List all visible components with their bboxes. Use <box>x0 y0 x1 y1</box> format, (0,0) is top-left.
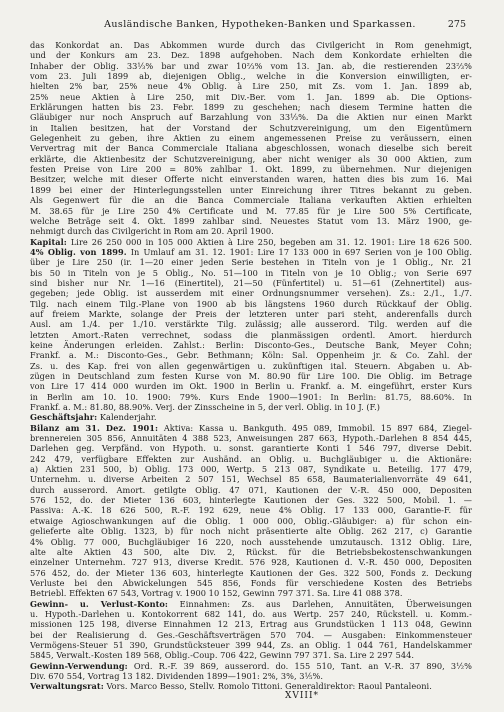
text-line <box>30 185 472 195</box>
line-text: 576 152, do. der Mieter 136 603, hinterlegte Kautionen der Ges. 322 500, Mobil. 1. — <box>30 495 472 506</box>
line-text: brennereien 305 856, Annuitäten 4 388 523, Anweisungen 287 663, Hypoth.-Darlehen 8 854 445, <box>30 433 472 444</box>
line-text: über je Lire 250 (ir. 1—20 einer jeden Serie bestehen in Titeln von je 1 Oblig., Nr. 21 <box>30 257 472 268</box>
line-text: In Umlauf am 31. 12. 1901: Lire 17 133 000 in 697 Serien von je 100 Oblig. <box>130 246 472 257</box>
line-text: hielten 2% bar, 25% neue 4% Oblig. à Lire 250, mit Zs. vom 1. Jan. 1899 ab, <box>30 81 472 92</box>
running-title: Ausländische Banken, Hypotheken-Banken und Sparkassen. <box>104 19 416 30</box>
line-text: und der Konkurs am 23. Dez. 1898 aufgehoben. Nach dem Konkordate erhielten die <box>30 50 472 61</box>
text-line <box>30 474 472 484</box>
text-line <box>30 619 472 629</box>
line-text: bis 50 in Titeln von je 5 Oblig., No. 51—100 in Titeln von je 10 Oblig.; von Serie 697 <box>30 267 472 278</box>
text-line <box>30 288 472 298</box>
line-text: Lire 26 250 000 in 105 000 Aktien à Lire 250, begeben am 31. 12. 1901: Lire 18 626 500. <box>70 236 472 247</box>
running-header <box>60 18 466 32</box>
text-line <box>30 568 472 578</box>
line-text: in Italien besitzen, hat der Vorstand der Schutzvereinigung, um den Eigentümern <box>30 122 472 133</box>
text-line <box>30 516 472 526</box>
text-line <box>30 640 472 650</box>
text-line <box>30 650 472 660</box>
line-text: Erklärungen hatten bis 23. Febr. 1899 zu geschehen; nach diesem Termine hatten die <box>30 102 472 113</box>
text-line <box>30 340 472 350</box>
page-footer <box>0 683 504 702</box>
line-text: einzelner Unternehm. 727 913, diverse Kredit. 576 928, Kautionen d. V.-R. 450 000, Depositen <box>30 557 472 568</box>
line-text: sind bisher nur Nr. 1—16 (Einertitel), 21—50 (Fünfertitel) u. 51—61 (Zehnertitel) aus- <box>30 277 472 288</box>
text-line <box>30 609 472 619</box>
line-text: Vors. Marco Besso, Stellv. Romolo Tittoni. Generaldirektor: Raoul Pantaleoni. <box>106 681 432 692</box>
line-text: Ververtrag mit der Banca Commerciale Italiana abgeschlossen, wonach dieselbe sich bereit <box>30 143 472 154</box>
text-line <box>30 557 472 567</box>
text-line <box>30 71 472 81</box>
line-text: Vermögens-Steuer 51 390, Grundstücksteuer 399 944, Zs. an Oblig. 1 044 761, Handelskammer <box>30 639 472 650</box>
line-text: Betriebl. Effekten 67 543, Vortrag v. 1900 10 152, Gewinn 797 371. Sa. Lire 41 088 378. <box>30 588 403 599</box>
line-text: erklärte, die Aktienbesitz der Schutzvereinigung, aber nicht weniger als 30 000 Aktien, zum <box>30 153 472 164</box>
text-line <box>30 485 472 495</box>
line-text: 25% neue Aktien à Lire 250, mit Div.-Ber. vom 1. Jan. 1899 ab. Die Options- <box>30 91 472 102</box>
line-text: Inhaber der Oblig. 33⅓% bar und zwar 10⅔% vom 13. Jan. ab, die restierenden 23⅔% <box>30 60 472 71</box>
line-text: vom 23. Juli 1899 ab, diejenigen Oblig., welche in die Konversion einwilligten, er- <box>30 71 472 82</box>
section-heading: Gewinn- u. Verlust-Konto: <box>30 598 169 609</box>
line-text: Zs. u. des Kap. frei von allen gegenwärtigen u. zukünftigen ital. Steuern. Abgaben u. Ab- <box>30 360 472 371</box>
text-line <box>30 443 472 453</box>
text-line <box>30 154 472 164</box>
text-line <box>30 578 472 588</box>
line-text: Passiva: A.-K. 18 626 500, R.-F. 192 629, neue 4% Oblig. 17 133 000, Garantie-F. für <box>30 505 472 516</box>
line-text: Div. 670 554, Vortrag 13 182. Dividenden 1899—1901: 2%, 3%, 3⅕%. <box>30 670 323 681</box>
text-line <box>30 299 472 309</box>
text-line <box>30 102 472 112</box>
signature-mark: XVIII* <box>284 691 320 701</box>
line-text: u. Hypoth.-Darlehen u. Kontokorrent 682 141, do. aus Wertp. 257 240, Rückstell. u. Komm.- <box>30 608 472 619</box>
body-text <box>30 40 472 692</box>
line-text: durch ausserord. Amort. getilgte Oblig. 47 071, Kautionen der V.-R. 450 000, Depositen <box>30 484 472 495</box>
line-text: Gelegenheit zu geben, ihre Aktien zu einem angemessenen Preise zu veräussern, einen <box>30 133 472 144</box>
line-text: festen Preise von Lire 200 = 80% zahlbar 1. Okt. 1899, zu übernehmen. Nur diejenigen <box>30 164 472 175</box>
page-number: 275 <box>447 19 466 30</box>
text-line <box>30 309 472 319</box>
text-line <box>30 495 472 505</box>
text-line <box>30 599 472 609</box>
text-line <box>30 547 472 557</box>
text-line <box>30 257 472 267</box>
text-line <box>30 350 472 360</box>
text-line <box>30 588 472 598</box>
line-text: M. 38.65 für je Lire 250 4% Certificate und M. 77.85 für je Lire 500 5% Certificate, <box>30 205 472 216</box>
text-line <box>30 143 472 153</box>
text-line <box>30 412 472 422</box>
line-text: Einnahmen: Zs. aus Darlehen, Annuitäten, Überweisungen <box>179 598 472 609</box>
text-line <box>30 61 472 71</box>
line-text: von Lire 17 414 000 wurden im Okt. 1900 in Berlin u. Frankf. a. M. eingeführt, erster Kurs <box>30 381 472 392</box>
text-line <box>30 361 472 371</box>
section-heading: 4% Oblig. von 1899. <box>30 246 127 257</box>
section-heading: Verwaltungsrat: <box>30 681 104 692</box>
line-text: Darlehen geg. Verpfänd. von Hypoth. u. sonst. garantierte Konti 1 546 797, diverse Debit. <box>30 443 472 454</box>
text-line <box>30 330 472 340</box>
line-text: Tilg. nach einem Tilg.-Plane von 1900 ab bis längstens 1960 durch Rückkauf der Oblig. <box>30 298 472 309</box>
text-line <box>30 237 472 247</box>
line-text: Besitzer, welche mit dieser Offerte nicht einverstanden waren, hatten dies bis zum 16. Mai <box>30 174 472 185</box>
text-line <box>30 40 472 50</box>
text-line <box>30 92 472 102</box>
line-text: Frankf. a. M.: Disconto-Ges., Gebr. Bethmann; Köln: Sal. Oppenheim jr. & Co. Zahl. der <box>30 350 472 361</box>
text-line <box>30 206 472 216</box>
text-line <box>30 174 472 184</box>
text-line <box>30 195 472 205</box>
line-text: auf freiem Markte, solange der Preis der letzteren unter pari steht, anderenfalls durch <box>30 308 472 319</box>
line-text: alte alte Aktien 43 500, alte Div. 2, Rückst. für die Betriebsbekostenschwankungen <box>30 546 472 557</box>
text-line <box>30 505 472 515</box>
line-text: etwaige Agioschwankungen auf die Oblig. 1 000 000, Oblig.-Gläubiger: a) für schon ein- <box>30 515 472 526</box>
section-heading: Bilanz am 31. Dez. 1901: <box>30 422 159 433</box>
line-text: keine Änderungen erleiden. Zahlst.: Berlin: Disconto-Ges., Deutsche Bank, Meyer Cohn; <box>30 339 472 350</box>
line-text: 576 452, do. der Mieter 136 603, hinterlegte Kautionen der Ges. 322 500, Fonds z. Deckung <box>30 567 472 578</box>
text-line <box>30 392 472 402</box>
line-text: das Konkordat an. Das Abkommen wurde durch das Civilgericht in Rom genehmigt, <box>30 40 472 50</box>
text-line <box>30 464 472 474</box>
text-line <box>30 423 472 433</box>
line-text: Aktiva: Kassa u. Bankguth. 495 089, Immobil. 15 897 684, Ziegel- <box>163 422 472 433</box>
text-line <box>30 381 472 391</box>
line-text: welche Beträge seit 4. Okt. 1899 zahlbar sind. Neuestes Statut vom 13. März 1900, ge- <box>30 215 472 226</box>
line-text: 1899 bei einer der Hinterlegungsstellen unter Einreichung ihrer Titres bekannt zu geben. <box>30 184 472 195</box>
line-text: nehmigt durch das Civilgericht in Rom am 20. April 1900. <box>30 226 274 237</box>
line-text: Gläubiger nur noch Anspruch auf Barzahlung von 33⅓%. Da die Aktien nur einen Markt <box>30 112 472 123</box>
text-line <box>30 133 472 143</box>
line-text: 4% Oblig. 77 000, Buchgläubiger 16 220, noch ausstehende umzutausch. 1312 Oblig. Lire, <box>30 536 472 547</box>
section-heading: Gewinn-Verwendung: <box>30 660 128 671</box>
line-text: in Berlin am 10. 10. 1900: 79%. Kurs Ende 1900—1901: In Berlin: 81.75, 88.60%. In <box>30 391 472 402</box>
line-text: gegeben; jede Oblig. ist ausserdem mit einer Ordnungsnummer versehen). Zs.: 2./1., 1./7. <box>30 288 472 299</box>
text-line <box>30 112 472 122</box>
section-heading: Geschäftsjahr: <box>30 412 98 423</box>
text-line <box>30 278 472 288</box>
line-text: a) Aktien 231 500, b) Oblig. 173 000, Wertp. 5 213 087, Syndikate u. Beteilig. 177 479, <box>30 464 472 475</box>
text-line <box>30 454 472 464</box>
line-text: gelieferte alte Oblig. 1323, b) für noch nicht präsentierte alte Oblig. 262 217, c) Garantie <box>30 526 472 537</box>
line-text: Als Gegenwert für die an die Banca Commerciale Italiana verkauften Aktien erhielten <box>30 195 472 206</box>
text-line <box>30 268 472 278</box>
line-text: 5845, Verwalt.-Kosten 189 568, Oblig.-Coup. 706 422, Gewinn 797 371. Sa. Lire 2 297 544. <box>30 650 415 661</box>
text-line <box>30 123 472 133</box>
text-line <box>30 671 472 681</box>
text-line <box>30 50 472 60</box>
text-line <box>30 216 472 226</box>
text-line <box>30 81 472 91</box>
line-text: Kalenderjahr. <box>99 412 157 423</box>
line-text: missionen 125 198, diverse Einnahmen 12 213, Ertrag aus Grundstücken 1 113 048, Gewinn <box>30 619 472 630</box>
text-line <box>30 226 472 236</box>
line-text: 242 479, verfügbare Effekten zur Aushänd. an Oblig. u. Buchgläubiger u. die Aktionäre: <box>30 453 472 464</box>
text-line <box>30 630 472 640</box>
line-text: letzten Amort.-Raten verrechnet, sodass die planmässigen ordentl. Amort. hierdurch <box>30 329 472 340</box>
text-line <box>30 319 472 329</box>
text-line <box>30 433 472 443</box>
section-heading: Kapital: <box>30 236 67 247</box>
text-line <box>30 537 472 547</box>
line-text: Verluste bei den Abwickelungen 545 856, Fonds für verschiedene Kosten des Betriebs <box>30 577 472 588</box>
text-line <box>30 247 472 257</box>
text-line <box>30 164 472 174</box>
line-text: Unternehm. u. diverse Arbeiten 2 507 151, Wechsel 85 658, Baumaterialienvorräte 49 641, <box>30 474 472 485</box>
text-line <box>30 402 472 412</box>
line-text: zügen in Deutschland zum festen Kurse von M. 80.90 für Lire 100. Die Oblig. im Betrage <box>30 371 472 381</box>
text-line <box>30 371 472 381</box>
text-line <box>30 661 472 671</box>
text-line <box>30 526 472 536</box>
line-text: Ausl. am 1./4. per 1./10. verstärkte Tilg. zulässig; alle ausserord. Tilg. werden auf die <box>30 319 472 330</box>
line-text: Frankf. a. M.: 81.80, 88.90%. Verj. der Zinsscheine in 5, der verl. Oblig. in 10 J. (F.) <box>30 402 380 413</box>
line-text: bei der Realisierung d. Ges.-Geschäftsverträgen 570 704. — Ausgaben: Einkommensteuer <box>30 629 472 640</box>
line-text: Ord. R.-F. 39 869, ausserord. do. 155 510, Tant. an V.-R. 37 890, 3½% <box>133 660 472 671</box>
